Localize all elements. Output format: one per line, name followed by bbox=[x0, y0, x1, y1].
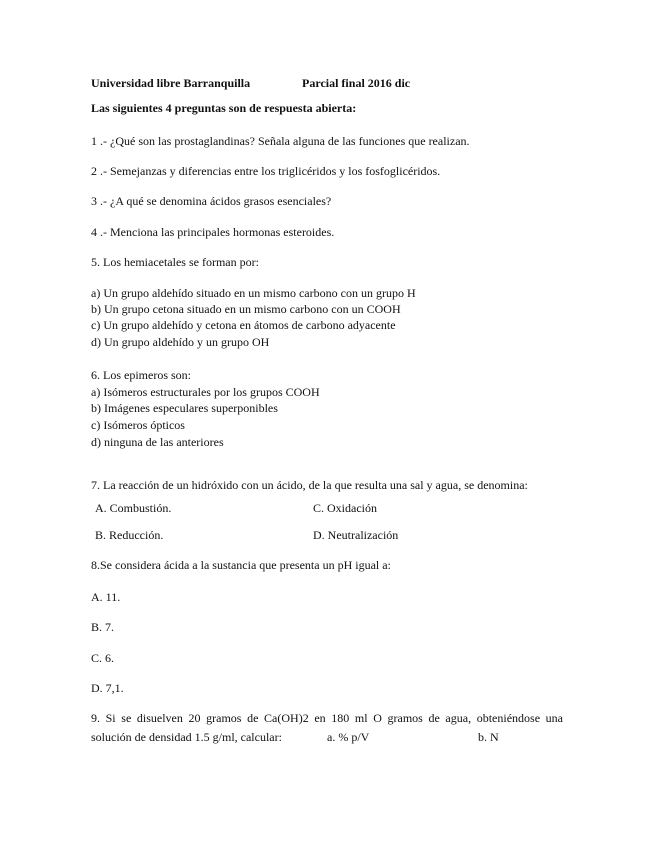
question-9-line-2: solución de densidad 1.5 g/ml, calcular: bbox=[91, 730, 282, 744]
q7-option-d: D. Neutralización bbox=[313, 528, 399, 542]
question-1: 1 .- ¿Qué son las prostaglandinas? Señala alguna de las funciones que realizan. bbox=[91, 134, 470, 148]
q7-option-a: A. Combustión. bbox=[95, 501, 172, 515]
q8-option-c: C. 6. bbox=[91, 651, 115, 665]
question-4: 4 .- Menciona las principales hormonas esteroides. bbox=[91, 225, 335, 239]
question-7: 7. La reacción de un hidróxido con un ácido, de la que resulta una sal y agua, se denomina: bbox=[91, 478, 528, 492]
question-2: 2 .- Semejanzas y diferencias entre los triglicéridos y los fosfoglicéridos. bbox=[91, 164, 441, 178]
question-8: 8.Se considera ácida a la sustancia que presenta un pH igual a: bbox=[91, 558, 391, 572]
q5-option-b: b) Un grupo cetona situado en un mismo carbono con un COOH bbox=[91, 302, 401, 316]
q9-part-b: b. N bbox=[478, 730, 499, 744]
q6-option-a: a) Isómeros estructurales por los grupos COOH bbox=[91, 385, 320, 399]
q9-part-a: a. % p/V bbox=[327, 730, 370, 744]
q8-option-a: A. 11. bbox=[91, 590, 121, 604]
question-5: 5. Los hemiacetales se forman por: bbox=[91, 255, 259, 269]
q6-option-b: b) Imágenes especulares superponibles bbox=[91, 401, 278, 415]
q5-option-d: d) Un grupo aldehído y un grupo OH bbox=[91, 335, 270, 349]
q8-option-d: D. 7,1. bbox=[91, 681, 124, 695]
q8-option-b: B. 7. bbox=[91, 620, 115, 634]
question-6: 6. Los epimeros son: bbox=[91, 368, 191, 382]
q7-option-c: C. Oxidación bbox=[313, 501, 377, 515]
q6-option-c: c) Isómeros ópticos bbox=[91, 418, 185, 432]
q5-option-a: a) Un grupo aldehído situado en un mismo carbono con un grupo H bbox=[91, 286, 416, 300]
q5-option-c: c) Un grupo aldehído y cetona en átomos de carbono adyacente bbox=[91, 318, 396, 332]
header-exam-title: Parcial final 2016 dic bbox=[302, 76, 411, 90]
header-university: Universidad libre Barranquilla bbox=[91, 76, 251, 90]
q7-option-b: B. Reducción. bbox=[95, 528, 164, 542]
q6-option-d: d) ninguna de las anteriores bbox=[91, 435, 224, 449]
question-3: 3 .- ¿A qué se denomina ácidos grasos esenciales? bbox=[91, 194, 332, 208]
question-9-line-1: 9. Si se disuelven 20 gramos de Ca(OH)2 en 180 ml O gramos de agua, obteniéndose una bbox=[91, 711, 563, 725]
instructions: Las siguientes 4 preguntas son de respuesta abierta: bbox=[91, 101, 357, 115]
